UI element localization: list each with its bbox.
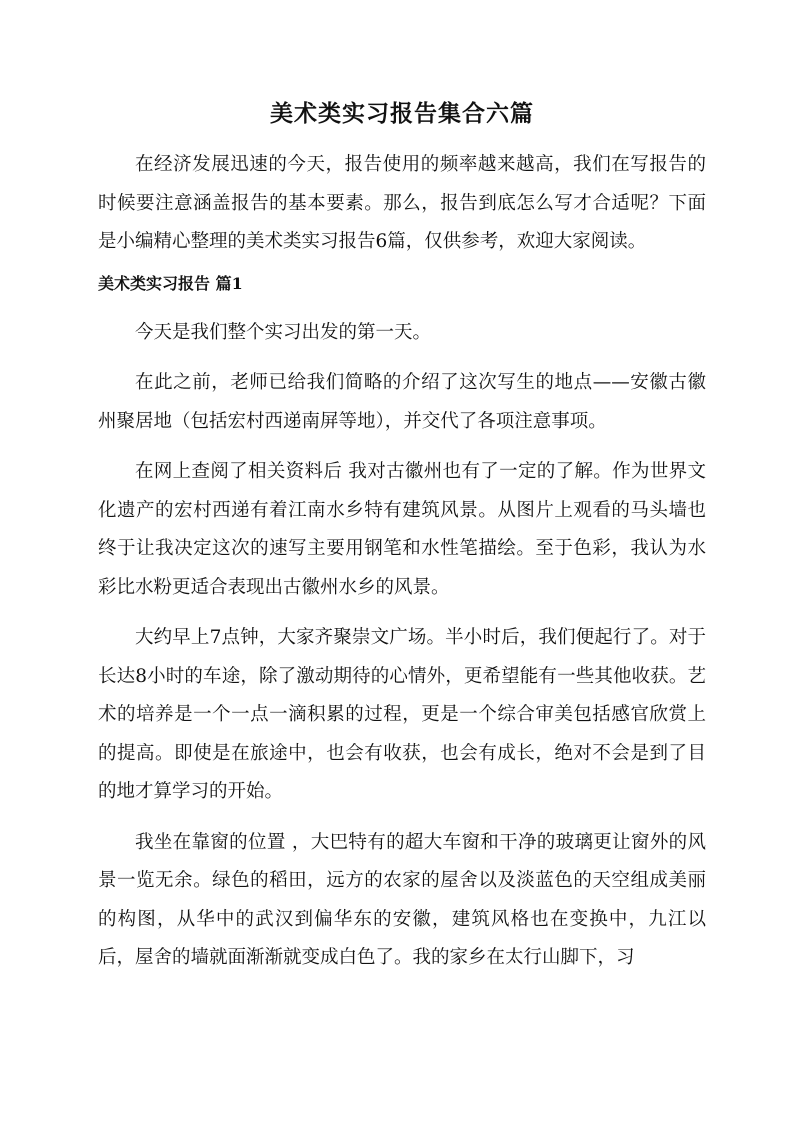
paragraph-4: 大约早上7点钟，大家齐聚崇文广场。半小时后，我们便起行了。对于长达8小时的车途，除了激动期待的心情外，更希望能有一些其他收获。艺术的培养是一个一点一滴积累的过程，更是一个综合审美包括感官欣赏上的提高。即使是在旅途中，也会有收获，也会有成长，绝对不会是到了目的地才算学习的开始。 bbox=[98, 627, 706, 802]
intro-paragraph: 在经济发展迅速的今天，报告使用的频率越来越高，我们在写报告的时候要注意涵盖报告的基本要素。那么，报告到底怎么写才合适呢？下面是小编精心整理的美术类实习报告6篇，仅供参考，欢迎大家阅读。 bbox=[98, 154, 706, 252]
paragraph-3: 在网上查阅了相关资料后 我对古徽州也有了一定的了解。作为世界文化遗产的宏村西递有着江南水乡特有建筑风景。从图片上观看的马头墙也终于让我决定这次的速写主要用钢笔和水性笔描绘。至于色彩，我认为水彩比水粉更适合表现出古徽州水乡的风景。 bbox=[98, 461, 706, 598]
paragraph-1: 今天是我们整个实习出发的第一天。 bbox=[135, 321, 432, 343]
paragraph-2: 在此之前，老师已给我们简略的介绍了这次写生的地点——安徽古徽州聚居地（包括宏村西递南屏等地），并交代了各项注意事项。 bbox=[98, 372, 706, 432]
paragraph-5: 我坐在靠窗的位置 ，大巴特有的超大车窗和干净的玻璃更让窗外的风景一览无余。绿色的稻田，远方的农家的屋舍以及淡蓝色的天空组成美丽的构图，从华中的武汉到偏华东的安徽，建筑风格也在变换中，九江以后，屋舍的墙就面渐渐就变成白色了。我的家乡在太行山脚下，习 bbox=[98, 831, 706, 968]
section-heading: 美术类实习报告 篇1 bbox=[98, 273, 243, 293]
document-title: 美术类实习报告集合六篇 bbox=[270, 100, 534, 127]
